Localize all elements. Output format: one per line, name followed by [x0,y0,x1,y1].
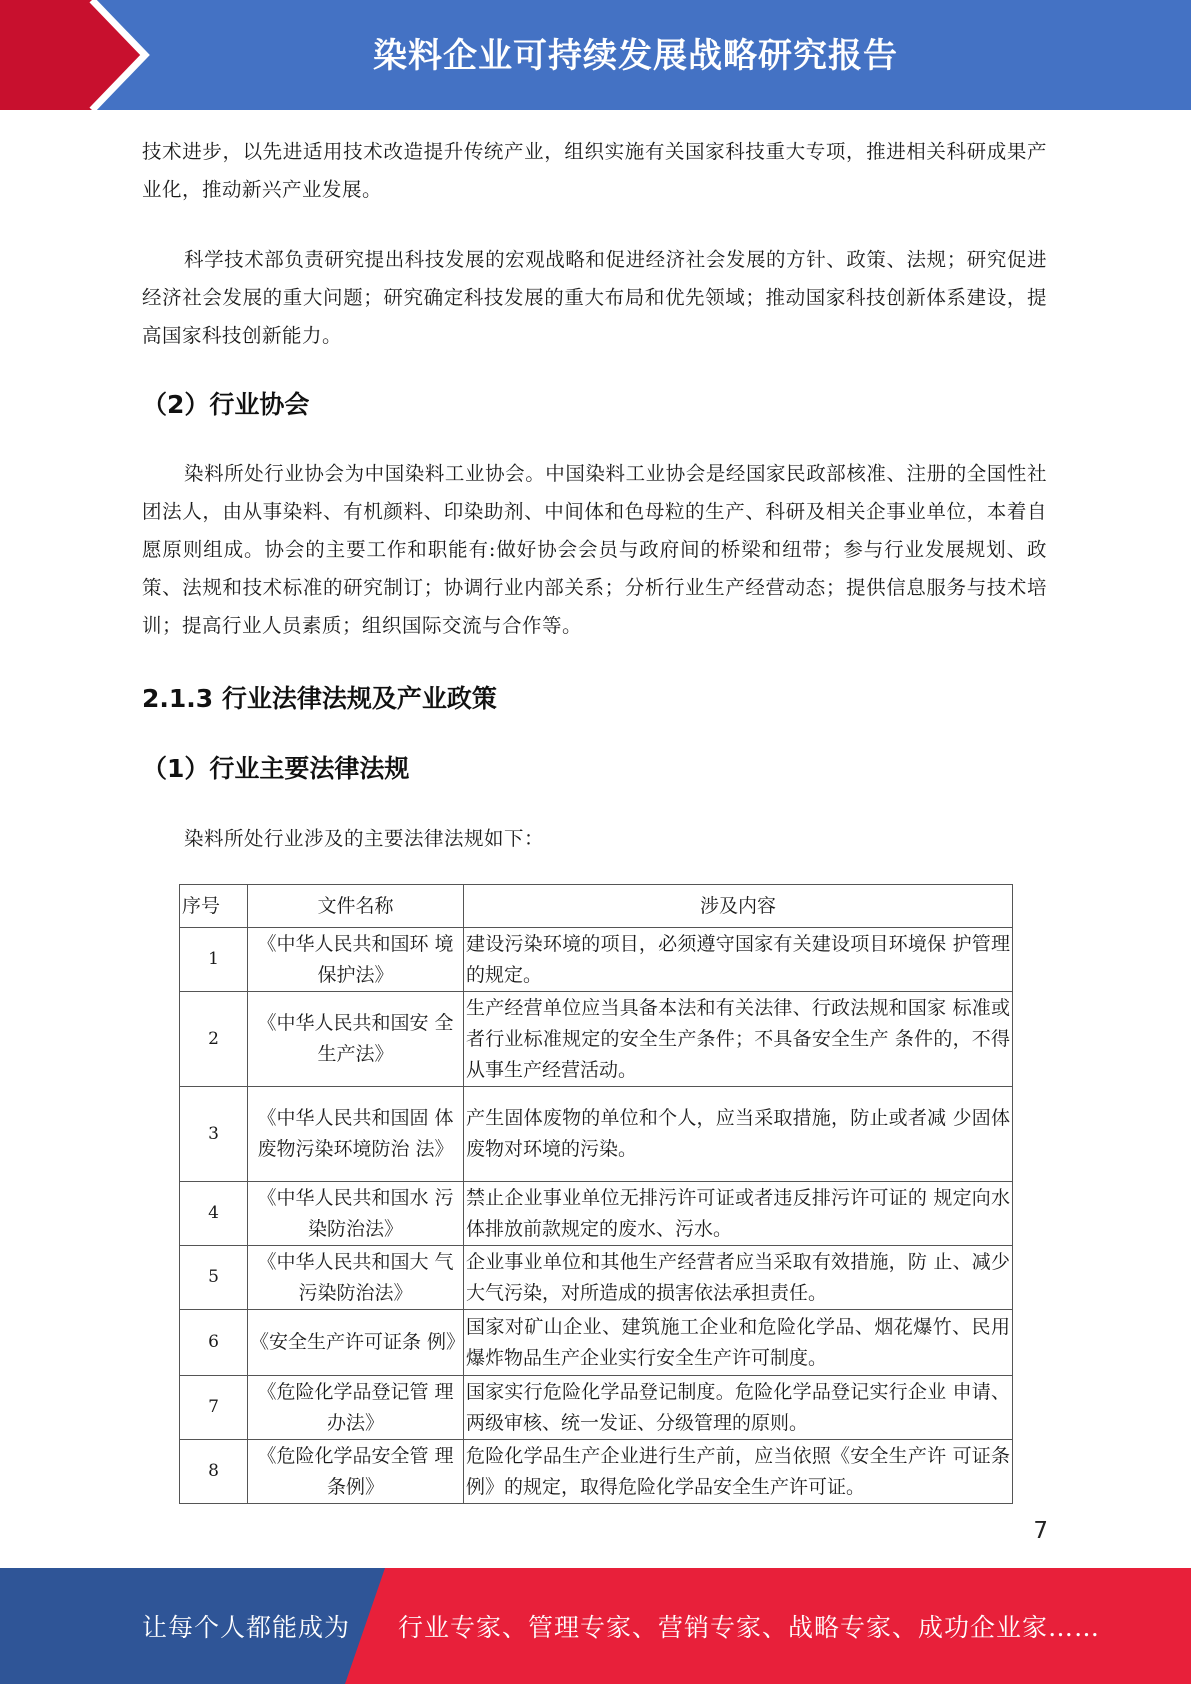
law-name: 《中华人民共和国大 气污染防治法》 [248,1246,464,1310]
heading-industry-association: （2）行业协会 [142,390,310,419]
paragraph-tech-progress: 技术进步，以先进适用技术改造提升传统产业，组织实施有关国家科技重大专项，推进相关科研成果产业化，推动新兴产业发展。 [142,140,1047,201]
paragraph-laws-intro: 染料所处行业涉及的主要法律法规如下： [184,827,545,850]
law-content: 国家对矿山企业、建筑施工企业和危险化学品、烟花爆竹、民用爆炸物品生产企业实行安全生产许可制度。 [464,1310,1013,1376]
row-number: 8 [180,1440,248,1504]
law-content: 建设污染环境的项目，必须遵守国家有关建设项目环境保 护管理的规定。 [464,928,1013,992]
row-number: 5 [180,1246,248,1310]
footer-slogan-left: 让每个人都能成为 [142,1613,351,1642]
footer-slogan-right: 行业专家、管理专家、营销专家、战略专家、成功企业家…… [398,1613,1101,1642]
law-name: 《危险化学品登记管 理办法》 [248,1376,464,1440]
law-name: 《中华人民共和国水 污染防治法》 [248,1182,464,1246]
law-name: 《安全生产许可证条 例》 [248,1310,464,1376]
column-header-document-name: 文件名称 [248,885,464,928]
law-content: 企业事业单位和其他生产经营者应当采取有效措施，防 止、减少大气污染，对所造成的损害依法承担责任。 [464,1246,1013,1310]
column-header-number: 序号 [180,885,248,928]
laws-table [179,884,1013,1504]
law-content: 产生固体废物的单位和个人，应当采取措施，防止或者减 少固体废物对环境的污染。 [464,1087,1013,1182]
page-number: 7 [1033,1518,1048,1544]
law-content: 禁止企业事业单位无排污许可证或者违反排污许可证的 规定向水体排放前款规定的废水、污水。 [464,1182,1013,1246]
law-name: 《危险化学品安全管 理条例》 [248,1440,464,1504]
row-number: 6 [180,1310,248,1376]
paragraph-association-intro: 染料所处行业协会为中国染料工业协会。中国染料工业协会是经国家民政部核准、注册的全国性社团法人，由从事染料、有机颜料、印染助剂、中间体和色母粒的生产、科研及相关企事业单位，本着自愿原则组成。协会的主要工作和职能有:做好协会会员与政府间的桥梁和纽带；参与行业发展规划、政策、法规和技术标准的研究制订；协调行业内部关系；分析行业生产经营动态；提供信息服务与技术培训；提高行业人员素质；组织国际交流与合作等。 [142,462,1047,637]
report-title: 染料企业可持续发展战略研究报告 [373,36,898,76]
table-row [180,928,1013,992]
column-header-content: 涉及内容 [464,885,1013,928]
heading-main-laws: （1）行业主要法律法规 [142,754,410,783]
law-name: 《中华人民共和国固 体废物污染环境防治 法》 [248,1087,464,1182]
heading-section-2-1-3: 2.1.3 行业法律法规及产业政策 [142,684,497,713]
table-row [180,1440,1013,1504]
table-row [180,992,1013,1087]
table-row [180,1182,1013,1246]
row-number: 4 [180,1182,248,1246]
table-header-row [180,885,1013,928]
law-name: 《中华人民共和国环 境保护法》 [248,928,464,992]
table-row [180,1246,1013,1310]
row-number: 1 [180,928,248,992]
paragraph-most-duties: 科学技术部负责研究提出科技发展的宏观战略和促进经济社会发展的方针、政策、法规；研究促进经济社会发展的重大问题；研究确定科技发展的重大布局和优先领域；推动国家科技创新体系建设，提高国家科技创新能力。 [142,248,1047,347]
row-number: 2 [180,992,248,1087]
row-number: 3 [180,1087,248,1182]
page-header [0,0,1191,110]
law-name: 《中华人民共和国安 全生产法》 [248,992,464,1087]
row-number: 7 [180,1376,248,1440]
table-row [180,1376,1013,1440]
table-row [180,1310,1013,1376]
law-content: 国家实行危险化学品登记制度。危险化学品登记实行企业 申请、两级审核、统一发证、分级管理的原则。 [464,1376,1013,1440]
page-footer [0,1568,1191,1684]
law-content: 生产经营单位应当具备本法和有关法律、行政法规和国家 标准或者行业标准规定的安全生产条件；不具备安全生产 条件的，不得从事生产经营活动。 [464,992,1013,1087]
table-row [180,1087,1013,1182]
law-content: 危险化学品生产企业进行生产前，应当依照《安全生产许 可证条例》的规定，取得危险化学品安全生产许可证。 [464,1440,1013,1504]
